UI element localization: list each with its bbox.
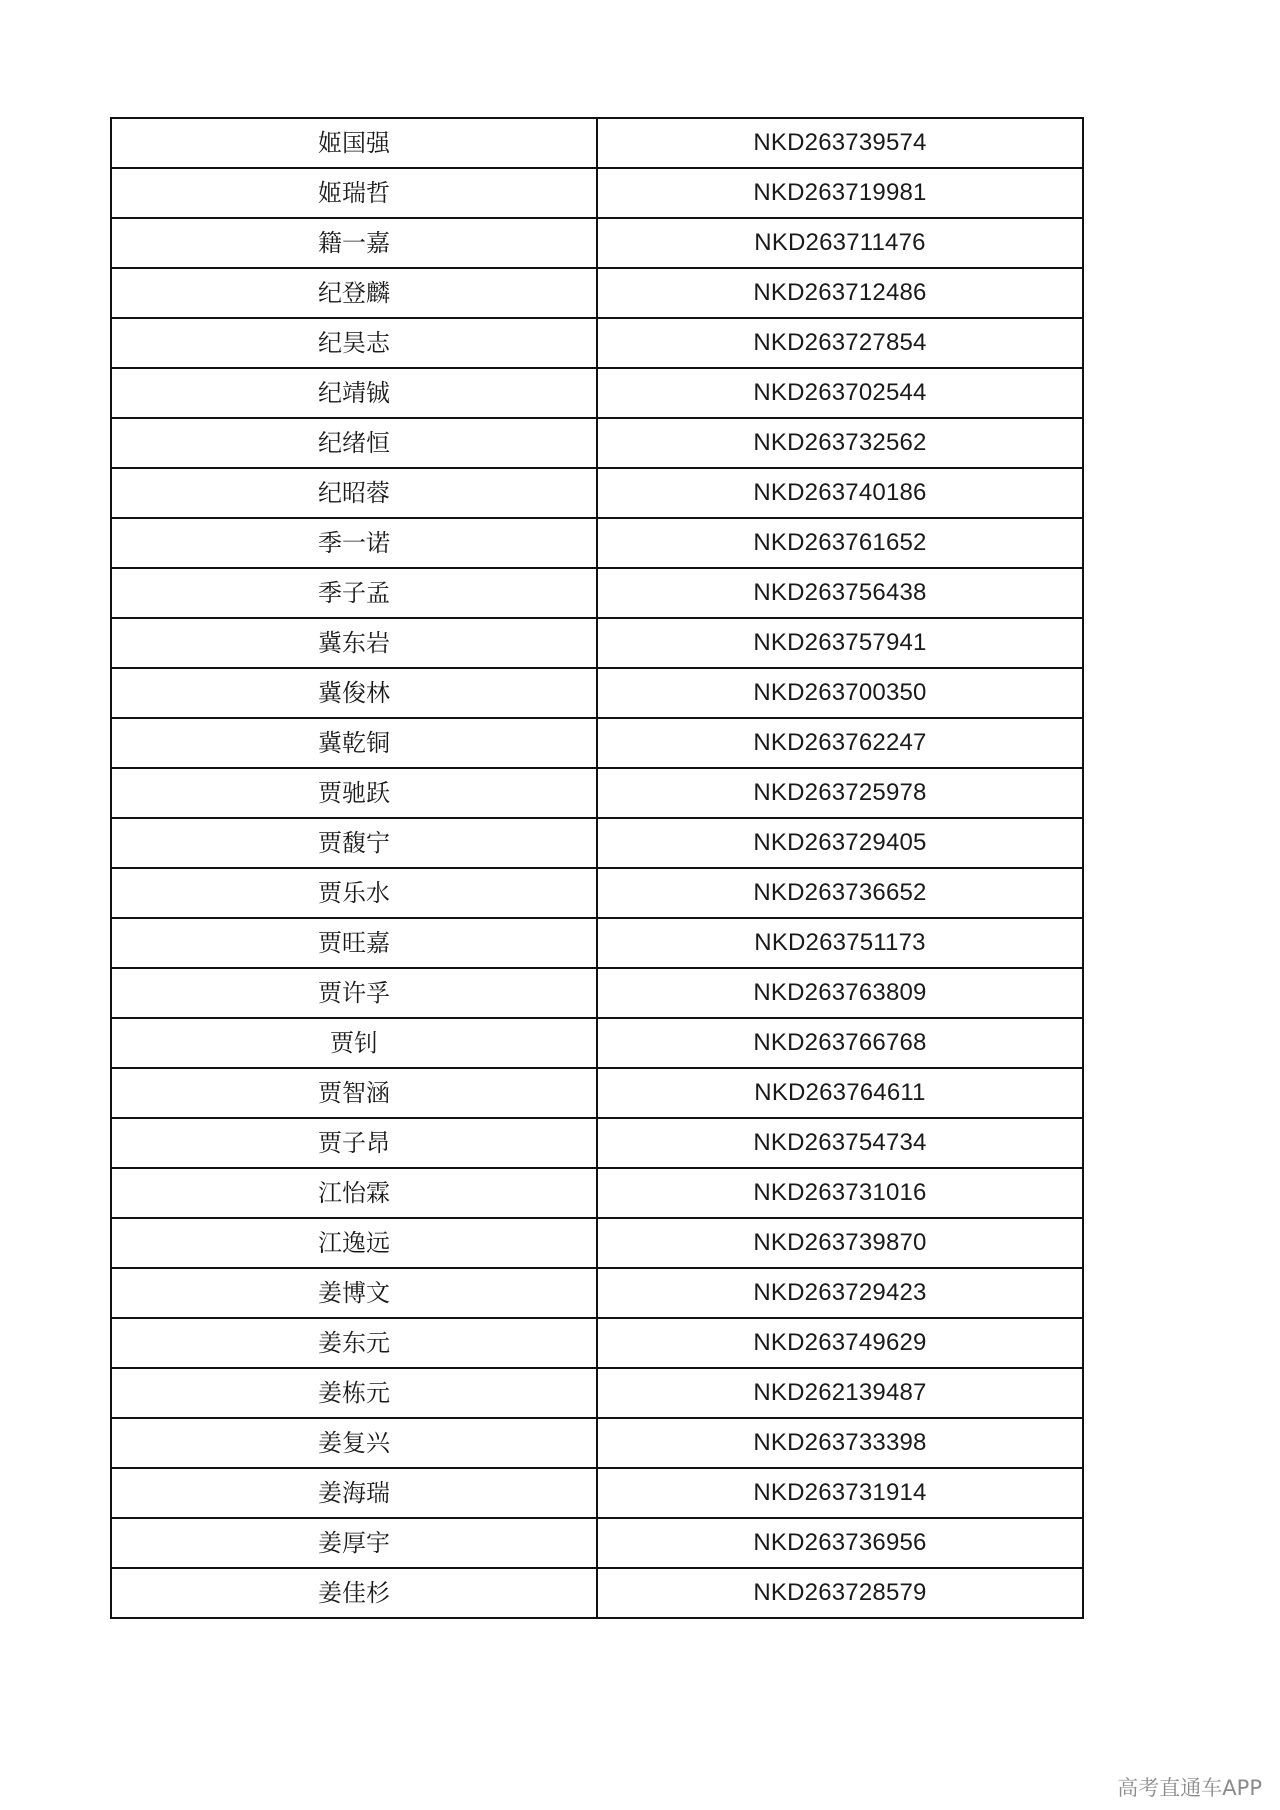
name-cell: 姬国强 [111, 118, 597, 168]
id-cell: NKD263763809 [597, 968, 1083, 1018]
id-cell: NKD263731914 [597, 1468, 1083, 1518]
table-row [111, 218, 1083, 268]
table-row [111, 1268, 1083, 1318]
name-cell: 贾钊 [111, 1018, 597, 1068]
table-row [111, 368, 1083, 418]
name-cell: 季子孟 [111, 568, 597, 618]
id-cell: NKD263729405 [597, 818, 1083, 868]
table-row [111, 1568, 1083, 1618]
table-row [111, 768, 1083, 818]
name-cell: 姜博文 [111, 1268, 597, 1318]
id-cell: NKD263728579 [597, 1568, 1083, 1618]
table-row [111, 968, 1083, 1018]
id-cell: NKD263739870 [597, 1218, 1083, 1268]
table-row [111, 168, 1083, 218]
id-cell: NKD263725978 [597, 768, 1083, 818]
id-cell: NKD263729423 [597, 1268, 1083, 1318]
table-row [111, 1418, 1083, 1468]
table-row [111, 1368, 1083, 1418]
id-cell: NKD263764611 [597, 1068, 1083, 1118]
name-cell: 贾子昂 [111, 1118, 597, 1168]
table-row [111, 318, 1083, 368]
name-cell: 籍一嘉 [111, 218, 597, 268]
id-cell: NKD263733398 [597, 1418, 1083, 1468]
id-cell: NKD263761652 [597, 518, 1083, 568]
id-cell: NKD263754734 [597, 1118, 1083, 1168]
id-cell: NKD263731016 [597, 1168, 1083, 1218]
name-cell: 季一诺 [111, 518, 597, 568]
name-cell: 纪登麟 [111, 268, 597, 318]
table-row [111, 718, 1083, 768]
id-cell: NKD263732562 [597, 418, 1083, 468]
name-cell: 冀俊林 [111, 668, 597, 718]
id-cell: NKD263700350 [597, 668, 1083, 718]
table-row [111, 1118, 1083, 1168]
name-cell: 姜海瑞 [111, 1468, 597, 1518]
name-cell: 姜佳杉 [111, 1568, 597, 1618]
id-cell: NKD263766768 [597, 1018, 1083, 1068]
name-cell: 纪绪恒 [111, 418, 597, 468]
name-cell: 姜东元 [111, 1318, 597, 1368]
watermark-text: 高考直通车APP [1117, 1776, 1262, 1800]
table-row [111, 118, 1083, 168]
table-row [111, 1168, 1083, 1218]
name-cell: 江怡霖 [111, 1168, 597, 1218]
name-cell: 冀东岩 [111, 618, 597, 668]
table-row [111, 818, 1083, 868]
id-cell: NKD263711476 [597, 218, 1083, 268]
table-row [111, 1218, 1083, 1268]
id-cell: NKD263739574 [597, 118, 1083, 168]
name-cell: 江逸远 [111, 1218, 597, 1268]
table-row [111, 418, 1083, 468]
name-cell: 姜栋元 [111, 1368, 597, 1418]
name-cell: 贾许孚 [111, 968, 597, 1018]
name-cell: 姜复兴 [111, 1418, 597, 1468]
id-cell: NKD263740186 [597, 468, 1083, 518]
id-cell: NKD263736652 [597, 868, 1083, 918]
table-row [111, 1468, 1083, 1518]
id-cell: NKD263749629 [597, 1318, 1083, 1368]
table-row [111, 618, 1083, 668]
id-cell: NKD263719981 [597, 168, 1083, 218]
name-cell: 纪靖铖 [111, 368, 597, 418]
table-row [111, 1018, 1083, 1068]
name-cell: 纪昭蓉 [111, 468, 597, 518]
name-cell: 姬瑞哲 [111, 168, 597, 218]
name-cell: 贾乐水 [111, 868, 597, 918]
table-row [111, 568, 1083, 618]
id-cell: NKD263756438 [597, 568, 1083, 618]
name-cell: 纪昊志 [111, 318, 597, 368]
id-cell: NKD263762247 [597, 718, 1083, 768]
id-cell: NKD263727854 [597, 318, 1083, 368]
id-cell: NKD263751173 [597, 918, 1083, 968]
table-row [111, 1318, 1083, 1368]
id-cell: NKD262139487 [597, 1368, 1083, 1418]
name-cell: 贾馥宁 [111, 818, 597, 868]
table-row [111, 1518, 1083, 1568]
name-cell: 贾驰跃 [111, 768, 597, 818]
id-cell: NKD263757941 [597, 618, 1083, 668]
roster-table [110, 117, 1084, 1619]
name-cell: 冀乾铜 [111, 718, 597, 768]
table-row [111, 1068, 1083, 1118]
table-row [111, 668, 1083, 718]
table-row [111, 918, 1083, 968]
id-cell: NKD263736956 [597, 1518, 1083, 1568]
table-row [111, 868, 1083, 918]
name-cell: 姜厚宇 [111, 1518, 597, 1568]
name-cell: 贾旺嘉 [111, 918, 597, 968]
roster-body [111, 118, 1083, 1618]
table-row [111, 518, 1083, 568]
name-cell: 贾智涵 [111, 1068, 597, 1118]
id-cell: NKD263702544 [597, 368, 1083, 418]
table-row [111, 268, 1083, 318]
table-row [111, 468, 1083, 518]
id-cell: NKD263712486 [597, 268, 1083, 318]
